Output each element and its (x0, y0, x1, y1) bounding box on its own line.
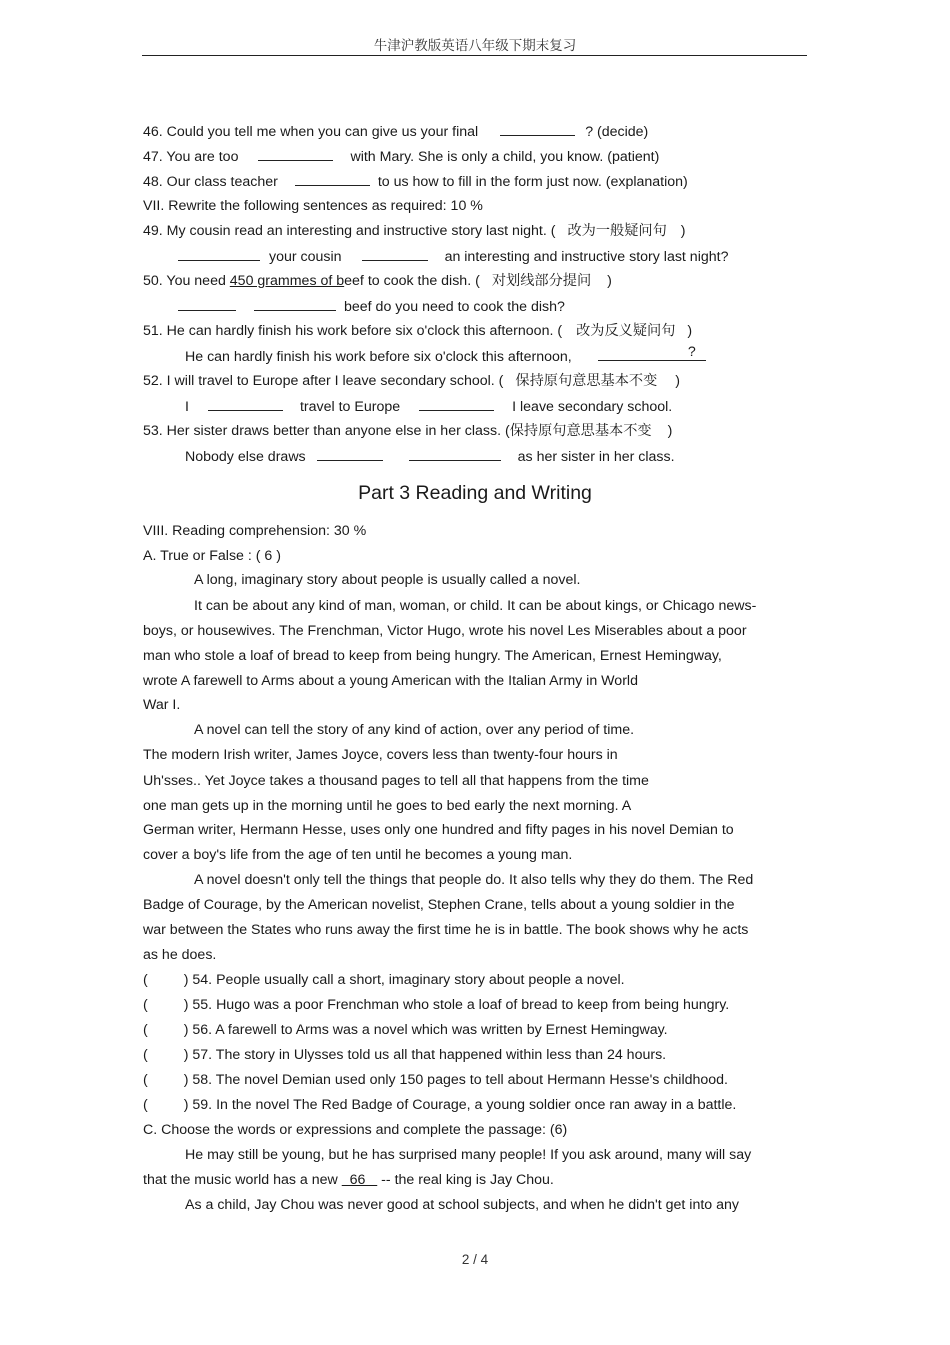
passage-line: A novel can tell the story of any kind of action, over any period of time. (194, 722, 635, 738)
q51-question-mark: ? (687, 344, 696, 360)
part-3-heading: Part 3 Reading and Writing (358, 482, 592, 504)
passage-line: cover a boy's life from the age of ten until he becomes a young man. (143, 847, 573, 863)
tf-item-56 (143, 1021, 668, 1039)
tf-item-57 (143, 1046, 666, 1064)
question-51 (143, 322, 692, 340)
question-52 (143, 372, 680, 390)
q52-rewrite-end: I leave secondary school. (512, 399, 673, 415)
q53-instruction: 保持原句意思基本不变 (509, 423, 652, 439)
q46-text: 46. Could you tell me when you can give us your final (143, 124, 479, 140)
passage-line: as he does. (143, 947, 217, 963)
question-53 (143, 422, 672, 440)
passage-line: It can be about any kind of man, woman, or child. It can be about kings, or Chicago news- (194, 598, 757, 614)
tf-item-text: ) 55. Hugo was a poor Frenchman who stole a loaf of bread to keep from being hungry. (183, 997, 730, 1013)
question-46 (143, 122, 648, 141)
q50-rewrite (178, 297, 565, 316)
section-a-heading: A. True or False : ( 6 ) (143, 548, 281, 564)
q52-rewrite (185, 397, 672, 416)
q52-close: ) (675, 373, 681, 389)
answer-paren: ( (143, 997, 148, 1013)
q52-text: 52. I will travel to Europe after I leave secondary school. ( (143, 373, 504, 389)
answer-paren: ( (143, 1022, 148, 1038)
q46-hint: ? (decide) (585, 124, 649, 140)
q49-rewrite (178, 247, 728, 266)
passage-line: The modern Irish writer, James Joyce, covers less than twenty-four hours in (143, 747, 618, 763)
q48-blank[interactable] (295, 172, 370, 186)
passage-line: war between the States who runs away the first time he is in battle. The book shows why he acts (143, 922, 749, 938)
q48-rest: to us how to fill in the form just now. (explanation) (377, 174, 688, 190)
passage-c-text: -- the real king is Jay Chou. (377, 1172, 554, 1188)
tf-item-55 (143, 996, 729, 1014)
q52-rewrite-start: I (185, 399, 189, 415)
q53-text: 53. Her sister draws better than anyone else in her class. ( (143, 423, 510, 439)
q47-rest: with Mary. She is only a child, you know. (patient) (350, 149, 660, 165)
q53-blank-2[interactable] (409, 447, 501, 461)
q51-rewrite (185, 344, 706, 366)
q50-text-end: eef to cook the dish. ( (344, 273, 480, 289)
question-47 (143, 147, 659, 166)
q51-text: 51. He can hardly finish his work before six o'clock this afternoon. ( (143, 323, 563, 339)
passage-line: man who stole a loaf of bread to keep from being hungry. The American, Ernest Hemingway, (143, 648, 722, 664)
q51-blank[interactable] (598, 344, 706, 361)
passage-line: War I. (143, 697, 181, 713)
tf-item-text: ) 57. The story in Ulysses told us all that happened within less than 24 hours. (183, 1047, 667, 1063)
q49-instruction: 改为一般疑问句 (567, 223, 667, 239)
tf-item-58 (143, 1071, 728, 1089)
q53-close: ) (667, 423, 673, 439)
q53-rewrite (185, 447, 675, 466)
passage-line: wrote A farewell to Arms about a young American with the Italian Army in World (143, 673, 638, 689)
q53-rewrite-start: Nobody else draws (185, 449, 306, 465)
page-header-title: 牛津沪教版英语八年级下期末复习 (373, 38, 577, 54)
q53-rewrite-end: as her sister in her class. (517, 449, 675, 465)
q48-text: 48. Our class teacher (143, 174, 278, 190)
tf-item-text: ) 54. People usually call a short, imaginary story about people a novel. (183, 972, 625, 988)
tf-item-text: ) 59. In the novel The Red Badge of Courage, a young soldier once ran away in a battle. (183, 1097, 737, 1113)
passage-c-line: As a child, Jay Chou was never good at school subjects, and when he didn't get into any (185, 1197, 739, 1213)
q51-rewrite-text: He can hardly finish his work before six o'clock this afternoon, (185, 349, 572, 365)
answer-paren: ( (143, 972, 148, 988)
q52-rewrite-mid: travel to Europe (299, 399, 401, 415)
tf-item-54 (143, 971, 625, 989)
passage-c-line-2 (143, 1171, 554, 1189)
passage-line: A long, imaginary story about people is usually called a novel. (194, 572, 581, 588)
header-rule (142, 55, 807, 56)
section-vii-heading: VII. Rewrite the following sentences as required: 10 % (143, 198, 483, 214)
q49-rewrite-end: an interesting and instructive story last night? (444, 249, 729, 265)
q50-instruction: 对划线部分提问 (491, 273, 592, 289)
q49-text: 49. My cousin read an interesting and instructive story last night. ( (143, 223, 556, 239)
answer-paren: ( (143, 1047, 148, 1063)
q50-underlined: 450 grammes of b (229, 273, 345, 289)
q49-rewrite-mid: your cousin (269, 249, 342, 265)
q46-blank[interactable] (500, 122, 575, 136)
page-number: 2 / 4 (461, 1252, 489, 1267)
question-48 (143, 172, 688, 191)
q53-blank-1[interactable] (317, 447, 383, 461)
q49-blank-1[interactable] (178, 247, 260, 261)
answer-paren: ( (143, 1072, 148, 1088)
q52-blank-2[interactable] (419, 397, 494, 411)
q51-instruction: 改为反义疑问句 (576, 323, 676, 339)
tf-item-text: ) 56. A farewell to Arms was a novel which was written by Ernest Hemingway. (183, 1022, 668, 1038)
q50-rewrite-text: beef do you need to cook the dish? (344, 299, 565, 315)
passage-line: one man gets up in the morning until he goes to bed early the next morning. A (143, 798, 632, 814)
q49-blank-2[interactable] (362, 247, 428, 261)
section-c-heading: C. Choose the words or expressions and complete the passage: (6) (143, 1122, 568, 1138)
q49-close: ) (680, 223, 686, 239)
blank-66[interactable]: 66 (341, 1172, 378, 1188)
q50-text-start: 50. You need (143, 273, 230, 289)
tf-item-text: ) 58. The novel Demian used only 150 pages to tell about Hermann Hesse's childhood. (183, 1072, 728, 1088)
q47-blank[interactable] (258, 147, 333, 161)
passage-c-line: He may still be young, but he has surprised many people! If you ask around, many will say (185, 1147, 752, 1163)
passage-line: Uh'sses.. Yet Joyce takes a thousand pages to tell all that happens from the time (143, 773, 649, 789)
passage-line: A novel doesn't only tell the things that people do. It also tells why they do them. The Red (194, 872, 754, 888)
section-viii-heading: VIII. Reading comprehension: 30 % (143, 523, 367, 539)
q50-blank-1[interactable] (178, 297, 236, 311)
q51-close: ) (687, 323, 693, 339)
q52-instruction: 保持原句意思基本不变 (515, 373, 658, 389)
q50-blank-2[interactable] (254, 297, 336, 311)
question-50 (143, 272, 612, 290)
passage-line: Badge of Courage, by the American novelist, Stephen Crane, tells about a young soldier in the (143, 897, 735, 913)
answer-paren: ( (143, 1097, 148, 1113)
tf-item-59 (143, 1096, 736, 1114)
q47-text: 47. You are too (143, 149, 239, 165)
passage-line: German writer, Hermann Hesse, uses only one hundred and fifty pages in his novel Demian to (143, 822, 734, 838)
question-49 (143, 222, 686, 240)
q52-blank-1[interactable] (208, 397, 283, 411)
q50-close: ) (607, 273, 612, 289)
passage-line: boys, or housewives. The Frenchman, Victor Hugo, wrote his novel Les Miserables about a poor (143, 623, 747, 639)
passage-c-text: that the music world has a new (143, 1172, 342, 1188)
